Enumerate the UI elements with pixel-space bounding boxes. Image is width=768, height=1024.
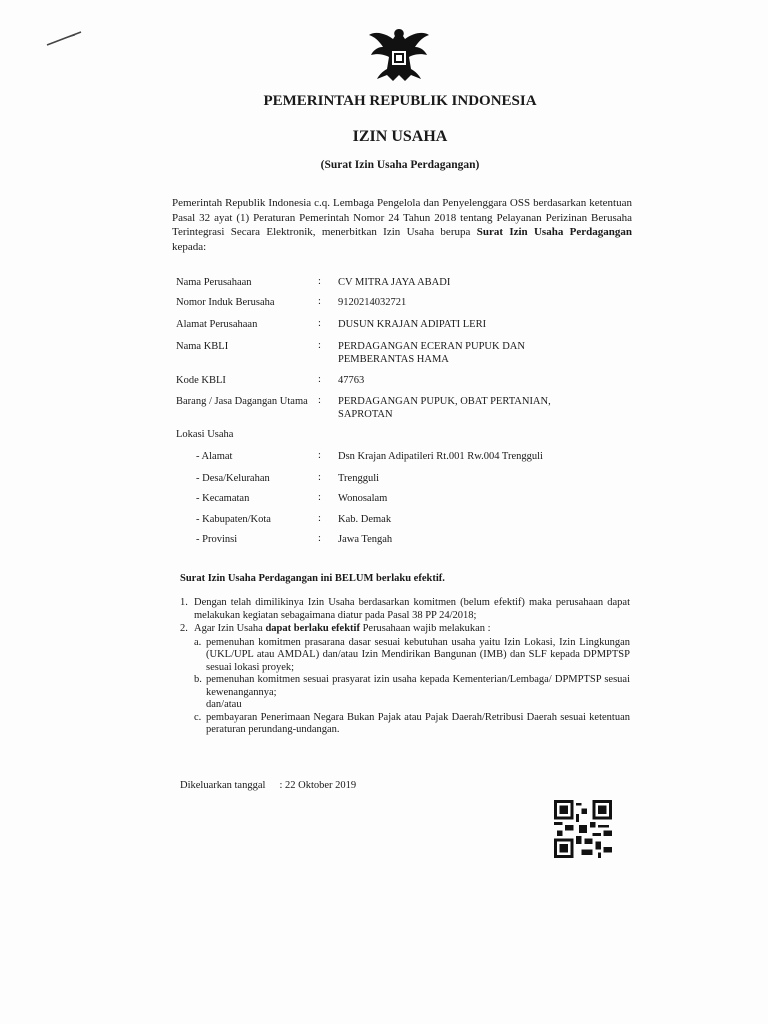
list-text: pemenuhan komitmen sesuai prasyarat izin usaha kepada Kementerian/Lembaga/ DPMPTSP sesuai kewenangannya;	[206, 674, 630, 698]
intro-text: Pemerintah Republik Indonesia c.q. Lembaga Pengelola dan Penyelenggara OSS berdasarkan ketentuan Pasal 32 ayat (1) Peraturan Pemerintah Nomor 24 Tahun 2018 tentang Pelayanan Perizinan Berusaha Terintegrasi Secara Elektronik, menerbitkan Izin Usaha berupa	[172, 197, 632, 238]
colon: :	[318, 533, 321, 544]
field-value: Dsn Krajan Adipatileri Rt.001 Rw.004 Trengguli	[338, 451, 543, 462]
intro-paragraph	[172, 196, 632, 254]
colon: :	[318, 450, 321, 461]
colon: :	[318, 374, 321, 385]
colon: :	[318, 395, 321, 406]
field-value: PERDAGANGAN PUPUK, OBAT PERTANIAN, SAPROTAN	[338, 396, 551, 420]
list-item	[180, 597, 630, 622]
list-text: Dengan telah dimilikinya Izin Usaha berdasarkan komitmen (belum efektif) maka perusahaan dapat melakukan kegiatan sebagaimana diatur pada Pasal 38 PP 24/2018;	[194, 597, 630, 621]
colon: :	[318, 276, 321, 287]
issued-date	[180, 780, 356, 791]
list-text: pembayaran Penerimaan Negara Bukan Pajak atau Pajak Daerah/Retribusi Daerah sesuai ketentuan peraturan perundang-undangan.	[206, 711, 630, 735]
garuda-emblem-icon	[365, 25, 433, 83]
field-value: Jawa Tengah	[338, 534, 393, 545]
field-label: Nama Perusahaan	[176, 277, 252, 288]
field-label: Lokasi Usaha	[176, 429, 234, 440]
list-text: Perusahaan wajib melakukan :	[359, 623, 491, 634]
field-value: CV MITRA JAYA ABADI	[338, 277, 451, 288]
sub-item	[180, 712, 630, 737]
list-letter: a.	[194, 636, 202, 648]
government-heading: PEMERINTAH REPUBLIK INDONESIA	[263, 93, 537, 109]
conditions-list	[180, 597, 630, 737]
list-letter: b.	[194, 674, 202, 685]
field-label: - Desa/Kelurahan	[196, 473, 270, 484]
document-title: IZIN USAHA	[352, 128, 448, 145]
sub-item	[180, 674, 630, 712]
list-bold: dapat berlaku efektif	[265, 623, 360, 634]
issued-label: Dikeluarkan tanggal	[180, 780, 266, 791]
issued-value: : 22 Oktober 2019	[279, 780, 357, 791]
colon: :	[318, 296, 321, 307]
list-letter: c.	[194, 711, 202, 723]
colon: :	[318, 472, 321, 483]
intro-end: kepada:	[172, 240, 207, 253]
field-value: Trengguli	[338, 473, 380, 484]
field-label: Alamat Perusahaan	[176, 319, 258, 330]
list-text: pemenuhan komitmen prasarana dasar sesuai kebutuhan usaha yaitu Izin Lokasi, Izin Lingkungan (UKL/UPL atau AMDAL) dan/atau Izin Mendirikan Bangunan (IMB) dan SLF kepada DPMPTSP sesuai lokasi proyek;	[206, 636, 630, 673]
field-value: Wonosalam	[338, 493, 388, 504]
sub-item	[180, 637, 630, 675]
colon: :	[318, 513, 321, 524]
field-label: Kode KBLI	[176, 375, 226, 386]
list-text: dan/atau	[206, 699, 242, 710]
field-value: 47763	[338, 375, 365, 386]
field-value: Kab. Demak	[338, 514, 392, 525]
colon: :	[318, 318, 321, 329]
list-text: Agar Izin Usaha	[194, 623, 266, 634]
colon: :	[318, 340, 321, 351]
field-value: 9120214032721	[338, 297, 407, 308]
intro-bold: Surat Izin Usaha Perdagangan	[476, 226, 632, 238]
field-value: PERDAGANGAN ECERAN PUPUK DAN PEMBERANTAS HAMA	[338, 341, 525, 365]
field-label: - Kecamatan	[196, 493, 250, 504]
colon: :	[318, 492, 321, 503]
list-item	[180, 623, 630, 636]
field-label: Nomor Induk Berusaha	[176, 297, 275, 308]
field-label: - Alamat	[196, 451, 233, 462]
field-value: DUSUN KRAJAN ADIPATI LERI	[338, 319, 487, 330]
validity-note: Surat Izin Usaha Perdagangan ini BELUM berlaku efektif.	[180, 573, 445, 584]
list-number: 2.	[180, 623, 188, 634]
field-label: - Kabupaten/Kota	[196, 514, 271, 525]
field-label: Barang / Jasa Dagangan Utama	[176, 396, 308, 407]
list-number: 1.	[180, 597, 188, 608]
field-label: - Provinsi	[196, 534, 238, 545]
field-label: Nama KBLI	[176, 341, 229, 352]
document-subtitle: (Surat Izin Usaha Perdagangan)	[320, 159, 480, 171]
qr-code-icon	[553, 800, 613, 858]
pen-mark-icon	[45, 28, 85, 48]
